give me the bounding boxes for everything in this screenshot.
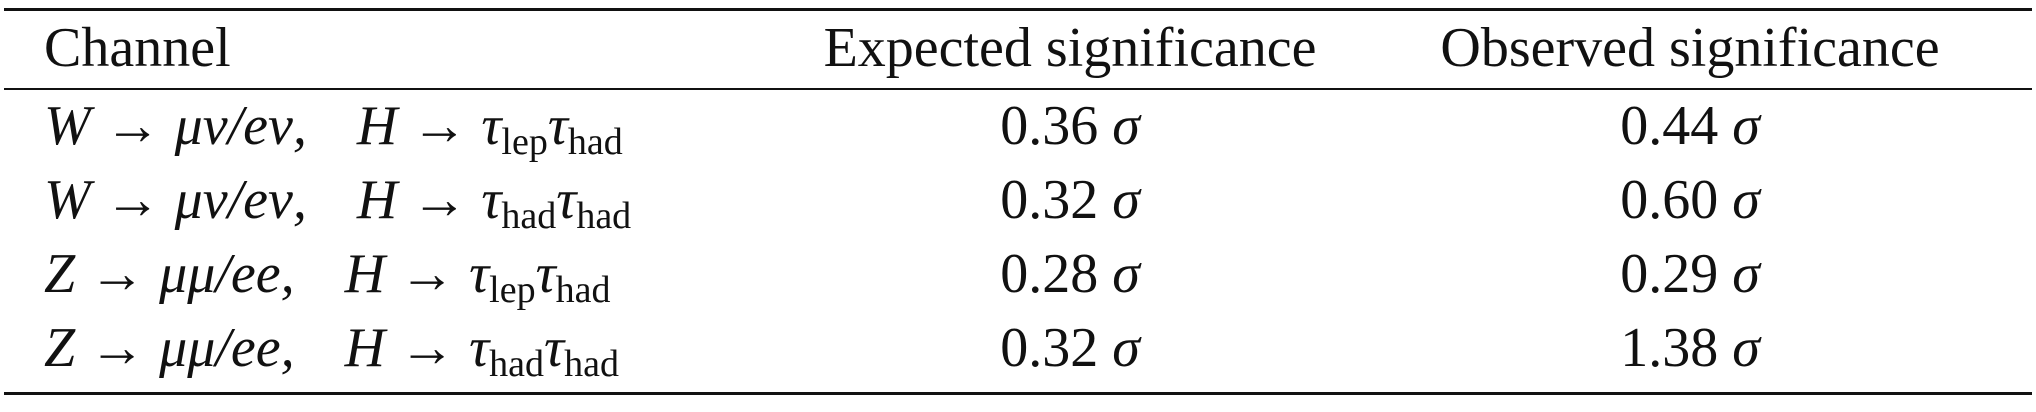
observed-value: 0.60 xyxy=(1620,169,1719,231)
decay-mode: μν/eν, xyxy=(174,95,307,157)
arrow-symbol: → xyxy=(399,317,456,379)
header-channel: Channel xyxy=(44,17,231,79)
table-top-rule xyxy=(4,8,2032,11)
arrow-symbol: → xyxy=(104,169,161,231)
header-observed: Observed significance xyxy=(1440,17,1940,79)
table-row xyxy=(0,90,2036,166)
tau-subscript: had xyxy=(567,121,623,163)
expected-value: 0.32 xyxy=(1000,317,1099,379)
tau-symbol: τ xyxy=(481,169,502,231)
boson-symbol: Z xyxy=(44,243,76,305)
higgs-symbol: H xyxy=(344,243,386,305)
table-row xyxy=(0,164,2036,240)
tau-symbol: τ xyxy=(547,95,568,157)
observed-cell xyxy=(1380,312,2000,384)
expected-value: 0.28 xyxy=(1000,243,1099,305)
tau-symbol: τ xyxy=(469,243,490,305)
observed-value: 0.29 xyxy=(1620,243,1719,305)
sigma-unit: σ xyxy=(1112,317,1140,379)
observed-cell xyxy=(1380,238,2000,310)
expected-cell xyxy=(760,312,1380,384)
boson-symbol: W xyxy=(44,169,91,231)
sigma-unit: σ xyxy=(1732,95,1760,157)
sigma-unit: σ xyxy=(1112,95,1140,157)
arrow-symbol: → xyxy=(399,243,456,305)
tau-subscript: had xyxy=(489,343,545,385)
decay-mode: μν/eν, xyxy=(174,169,307,231)
sigma-unit: σ xyxy=(1112,243,1140,305)
higgs-symbol: H xyxy=(344,317,386,379)
tau-symbol: τ xyxy=(469,317,490,379)
boson-symbol: Z xyxy=(44,317,76,379)
table-row xyxy=(0,238,2036,314)
table-bottom-rule xyxy=(4,392,2032,395)
decay-mode: μμ/ee, xyxy=(159,317,295,379)
observed-value: 0.44 xyxy=(1620,95,1719,157)
arrow-symbol: → xyxy=(411,95,468,157)
sigma-unit: σ xyxy=(1732,243,1760,305)
tau-subscript: had xyxy=(564,343,619,385)
channel-cell xyxy=(44,90,623,162)
expected-value: 0.36 xyxy=(1000,95,1099,157)
tau-subscript: had xyxy=(576,195,632,237)
observed-cell xyxy=(1380,164,2000,236)
sigma-unit: σ xyxy=(1112,169,1140,231)
expected-cell xyxy=(760,164,1380,236)
arrow-symbol: → xyxy=(89,317,146,379)
header-expected: Expected significance xyxy=(823,17,1317,79)
tau-symbol: τ xyxy=(481,95,502,157)
expected-cell xyxy=(760,90,1380,162)
channel-cell xyxy=(44,238,611,310)
channel-cell xyxy=(44,164,631,236)
arrow-symbol: → xyxy=(411,169,468,231)
expected-cell xyxy=(760,238,1380,310)
boson-symbol: W xyxy=(44,95,91,157)
tau-symbol: τ xyxy=(544,317,565,379)
observed-cell xyxy=(1380,90,2000,162)
tau-subscript: lep xyxy=(501,121,548,163)
sigma-unit: σ xyxy=(1732,169,1760,231)
tau-symbol: τ xyxy=(535,243,556,305)
tau-subscript: lep xyxy=(489,269,536,311)
tau-subscript: had xyxy=(555,269,611,311)
decay-mode: μμ/ee, xyxy=(159,243,295,305)
arrow-symbol: → xyxy=(89,243,146,305)
table-row xyxy=(0,312,2036,388)
arrow-symbol: → xyxy=(104,95,161,157)
tau-symbol: τ xyxy=(556,169,577,231)
observed-value: 1.38 xyxy=(1620,317,1719,379)
tau-subscript: had xyxy=(501,195,557,237)
higgs-symbol: H xyxy=(356,95,398,157)
channel-cell xyxy=(44,312,619,384)
expected-value: 0.32 xyxy=(1000,169,1099,231)
higgs-symbol: H xyxy=(356,169,398,231)
sigma-unit: σ xyxy=(1732,317,1760,379)
